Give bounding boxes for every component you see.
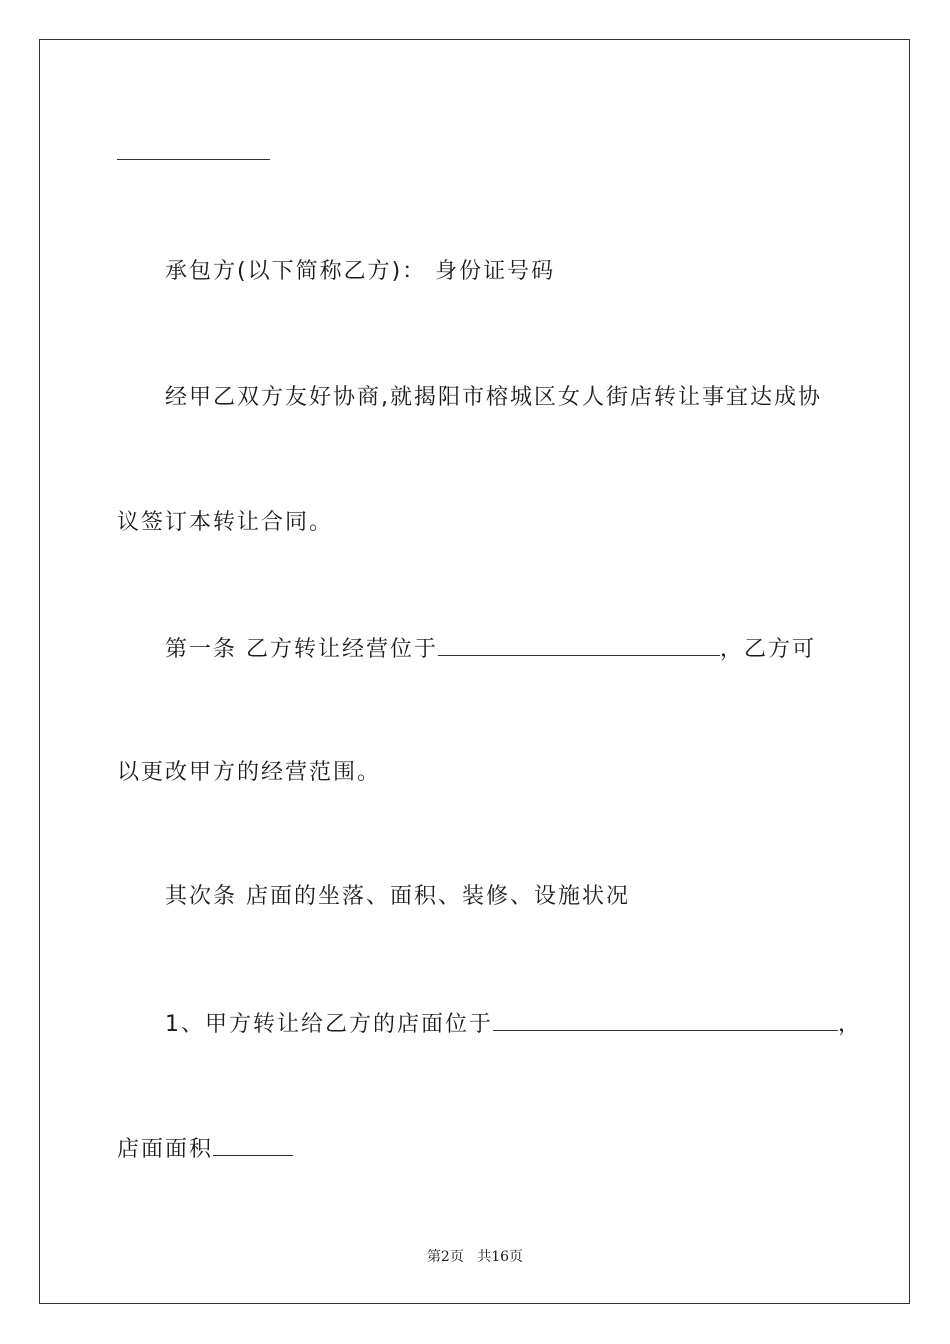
shop-area-line: [117, 1133, 293, 1165]
intro-text-2: 议签订本转让合同。: [117, 510, 334, 535]
contractor-line: [165, 257, 555, 287]
article-one-line-1: [165, 633, 816, 665]
item-one-text-a: 1、甲方转让给乙方的店面位于: [165, 1012, 493, 1037]
article-one-text-a: 第一条 乙方转让经营位于: [165, 637, 438, 662]
page-border: [39, 39, 910, 1304]
page-number: 第2页: [426, 1249, 464, 1265]
blank-underline: [213, 1133, 293, 1156]
article-one-text-c: 以更改甲方的经营范围。: [117, 760, 382, 785]
paragraph-intro-line-1: [165, 383, 822, 413]
article-one-line-2: [117, 758, 381, 788]
paragraph-intro-line-2: [117, 508, 333, 538]
article-one-text-b: ，乙方可: [720, 637, 817, 662]
shop-area-text: 店面面积: [117, 1137, 214, 1162]
item-one-line: [165, 1008, 862, 1040]
blank-underline: [117, 159, 270, 160]
article-two-line: [165, 882, 630, 912]
contractor-text: 承包方(以下简称乙方)： 身份证号码: [165, 259, 556, 284]
blank-underline: [438, 633, 720, 656]
page-total: 共16页: [477, 1249, 524, 1265]
page-footer: [0, 1246, 950, 1266]
item-one-text-b: ，: [838, 1012, 863, 1037]
intro-text-1: 经甲乙双方友好协商,就揭阳市榕城区女人街店转让事宜达成协: [165, 385, 822, 410]
article-two-text: 其次条 店面的坐落、面积、装修、设施状况: [165, 884, 630, 909]
blank-underline: [493, 1008, 838, 1031]
